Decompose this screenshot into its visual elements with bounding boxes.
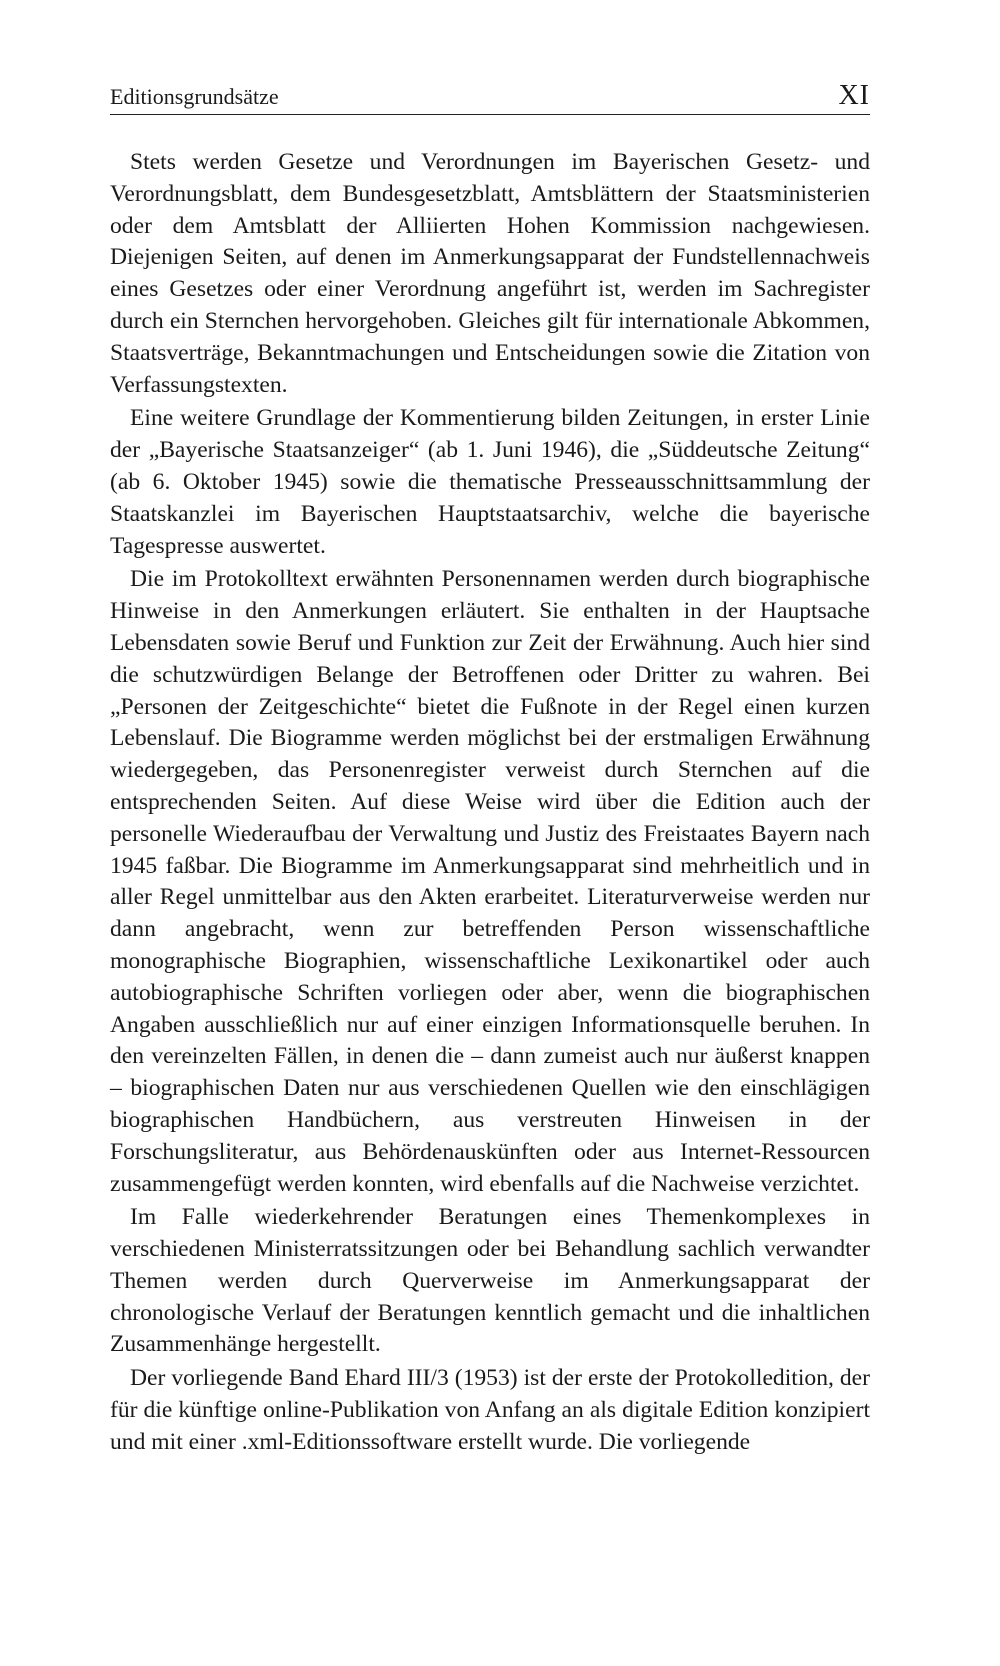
paragraph-biographies: Die im Protokolltext erwähnten Personennamen werden durch biographische Hinweise in den Anmerkungen erläutert. Sie enthalten in der Hauptsache Lebensdaten sowie Beruf und Funktion zur Zeit der Erwähnung. Auch hier sind die schutzwürdigen Belange der Betroffenen oder Dritter zu wahren. Bei „Personen der Zeitgeschichte“ bietet die Fußnote in der Regel einen kurzen Lebenslauf. Die Biogramme werden möglichst bei der erstmaligen Erwähnung wiedergegeben, das Personenregister verweist durch Sternchen auf die entsprechenden Seiten. Auf diese Weise wird über die Edition auch der personelle Wiederaufbau der Verwaltung und Justiz des Freistaates Bayern nach 1945 faßbar. Die Biogramme im Anmerkungsapparat sind mehrheitlich und in aller Regel unmittelbar aus den Akten erarbeitet. Literaturverweise werden nur dann angebracht, wenn zur betreffenden Person wissenschaftliche monographische Biographien, wissenschaftliche Lexikonartikel oder auch autobiographische Schriften vorliegen oder aber, wenn die biographischen Angaben ausschließlich nur auf einer einzigen Informationsquelle beruhen. In den vereinzelten Fällen, in denen die – dann zumeist auch nur äußerst knappen – biographischen Daten nur aus verschiedenen Quellen wie den einschlägigen biographischen Handbüchern, aus verstreuten Hinweisen in der Forschungsliteratur, aus Behördenauskünften oder aus Internet-Ressourcen zusammengefügt werden konnten, wird ebenfalls auf die Nachweise verzichtet. (110, 566, 870, 1197)
paragraph-newspapers: Eine weitere Grundlage der Kommentierung bilden Zeitungen, in erster Linie der „Bayerische Staatsanzeiger“ (ab 1. Juni 1946), die „Süddeutsche Zeitung“ (ab 6. Oktober 1945) sowie die thematische Presseausschnittsammlung der Staatskanzlei im Bayerischen Hauptstaatsarchiv, welche die bayerische Tagespresse auswertet. (110, 405, 870, 559)
paragraph-digital-edition: Der vorliegende Band Ehard III/3 (1953) ist der erste der Protokolledition, der für die künftige online-Publikation von Anfang an als digitale Edition konzipiert und mit einer .xml-Editionssoftware erstellt wurde. Die vorliegende (110, 1365, 870, 1455)
running-title: Editionsgrundsätze (110, 84, 279, 109)
paragraph-cross-references: Im Falle wiederkehrender Beratungen eines Themenkomplexes in verschiedenen Ministerratssitzungen oder bei Behandlung sachlich verwandter Themen werden durch Querverweise im Anmerkungsapparat der chronologische Verlauf der Beratungen kenntlich gemacht und die inhaltlichen Zusammenhänge hergestellt. (110, 1204, 870, 1358)
body-text (110, 147, 870, 1461)
paragraph-legal-sources: Stets werden Gesetze und Verordnungen im Bayerischen Gesetz- und Verordnungsblatt, dem Bundesgesetzblatt, Amtsblättern der Staatsministerien oder dem Amtsblatt der Alliierten Hohen Kommission nachgewiesen. Diejenigen Seiten, auf denen im Anmerkungsapparat der Fundstellennachweis eines Gesetzes oder einer Verordnung angeführt ist, werden im Sachregister durch ein Sternchen hervorgehoben. Gleiches gilt für internationale Abkommen, Staatsverträge, Bekanntmachungen und Entscheidungen sowie die Zitation von Verfassungstexten. (110, 149, 870, 398)
running-head (110, 80, 870, 115)
page-number: XI (838, 80, 870, 111)
